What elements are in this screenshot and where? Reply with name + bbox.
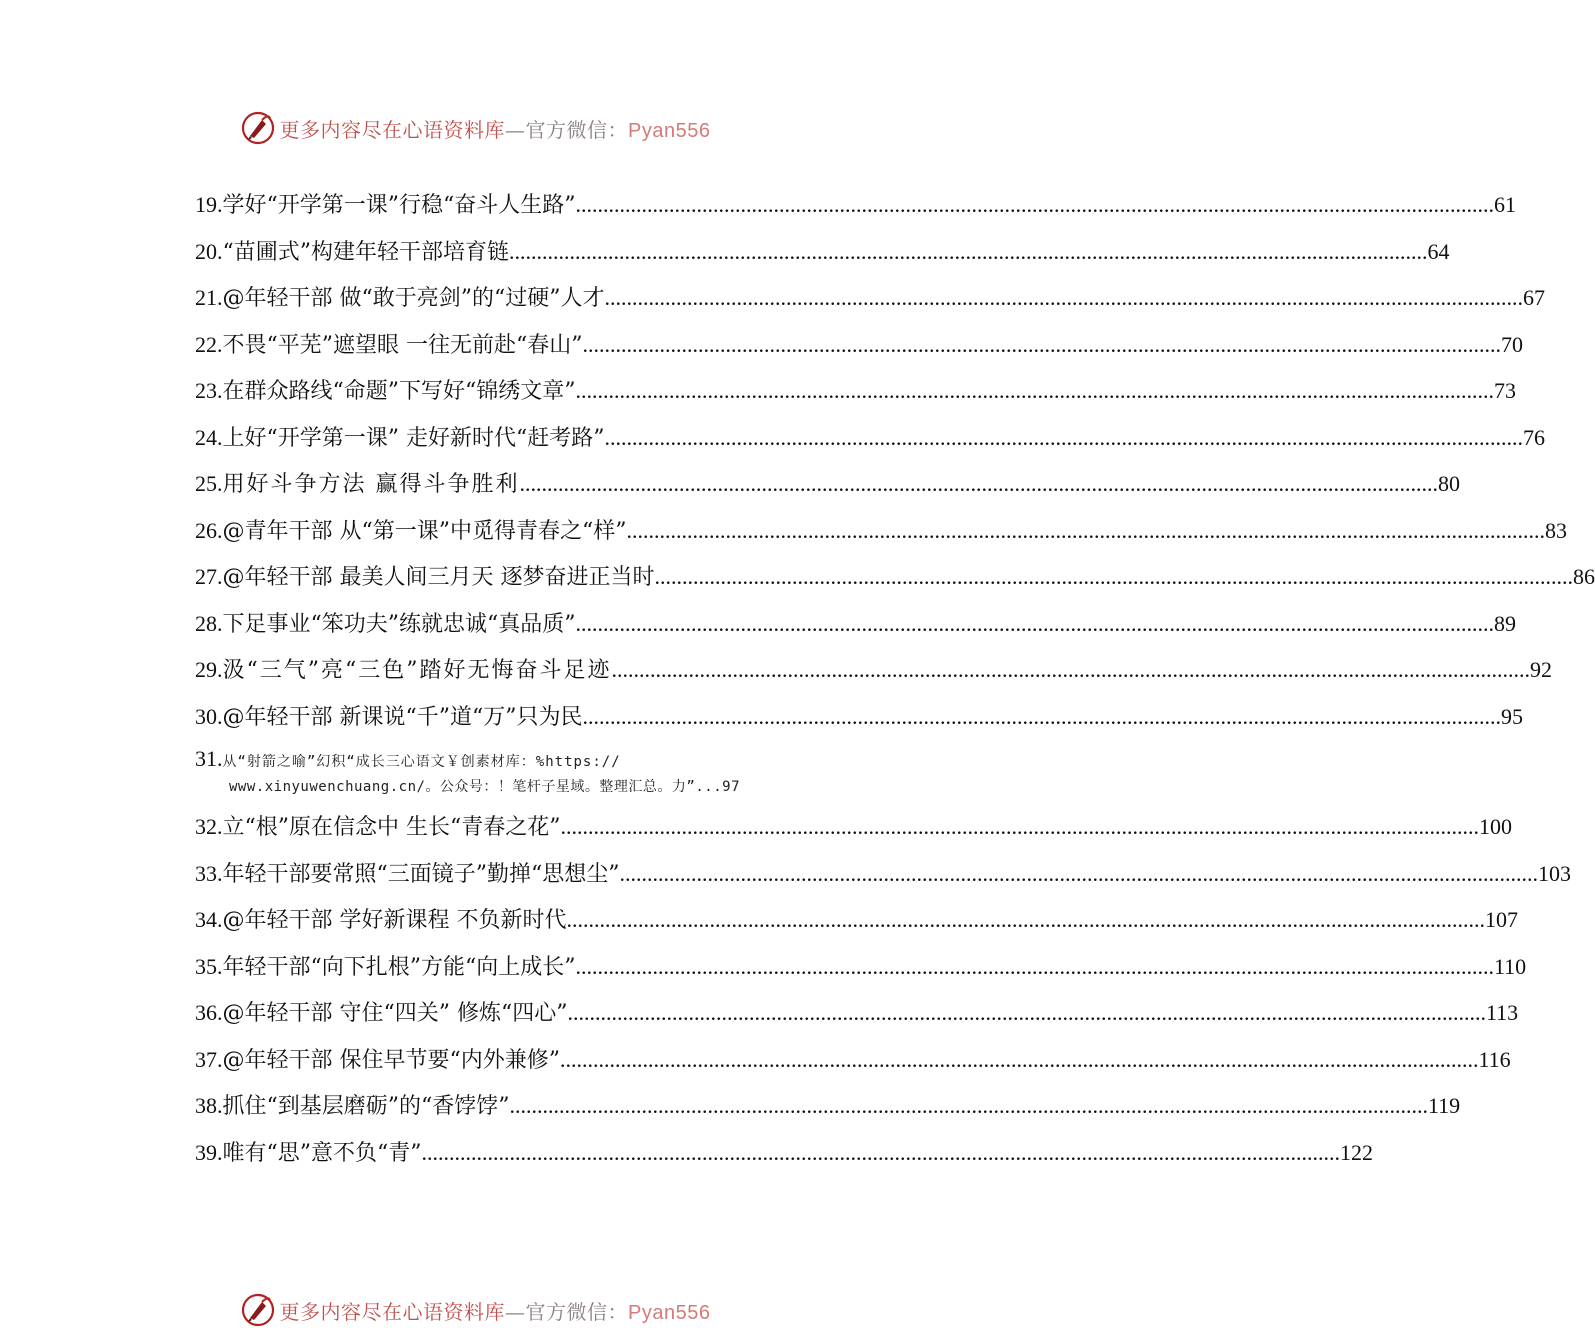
toc-entry-number: 34. bbox=[195, 907, 223, 932]
toc-entry-number: 25. bbox=[195, 471, 223, 496]
toc-entry-page: 113 bbox=[1485, 1000, 1519, 1025]
toc-entry-number: 23. bbox=[195, 378, 223, 403]
toc-entry-number: 24. bbox=[195, 424, 223, 450]
toc-entry-page: 64 bbox=[1427, 238, 1450, 264]
toc-entry-24[interactable] bbox=[195, 415, 1545, 462]
toc-entry-page: 67 bbox=[1522, 285, 1545, 310]
toc-leader-dots bbox=[422, 1130, 1341, 1177]
header-banner-red: 更多内容尽在心语资料库 bbox=[279, 117, 506, 142]
toc-leader-dots bbox=[582, 694, 1501, 741]
toc-entry-page: 70 bbox=[1500, 331, 1523, 357]
toc-entry-number: 31. bbox=[195, 746, 223, 771]
toc-leader-dots bbox=[509, 229, 1428, 276]
toc-entry-title: @年轻干部 保住早节要“内外兼修” bbox=[222, 1047, 560, 1073]
header-banner-wechat-id: Pyan556 bbox=[628, 119, 711, 142]
toc-entry-page: 95 bbox=[1500, 703, 1523, 729]
toc-entry-page: 61 bbox=[1494, 192, 1516, 217]
toc-entry-number: 32. bbox=[195, 814, 223, 839]
toc-entry-number: 37. bbox=[195, 1046, 223, 1072]
toc-entry-number: 38. bbox=[195, 1093, 223, 1118]
toc-leader-dots bbox=[510, 1083, 1429, 1130]
toc-entry-title: @年轻干部 守住“四关” 修炼“四心” bbox=[222, 1001, 568, 1026]
toc-entry-19[interactable] bbox=[195, 182, 1516, 229]
toc-entry-31-line1 bbox=[195, 746, 805, 772]
toc-entry-36[interactable] bbox=[195, 990, 1519, 1037]
toc-entry-number: 30. bbox=[195, 703, 223, 729]
toc-entry-title: 年轻干部“向下扎根”方能“向上成长” bbox=[222, 954, 576, 980]
toc-entry-title: @青年干部 从“第一课”中觅得青春之“样” bbox=[222, 518, 627, 544]
toc-entry-page: 86 bbox=[1573, 564, 1595, 589]
toc-entry-26[interactable] bbox=[195, 508, 1567, 555]
toc-entry-page: 83 bbox=[1544, 517, 1567, 543]
toc-entry-number: 26. bbox=[195, 517, 223, 543]
toc-entry-38[interactable] bbox=[195, 1083, 1461, 1130]
toc-entry-page: 110 bbox=[1494, 953, 1527, 979]
header-banner-text bbox=[280, 114, 711, 143]
toc-entry-title: @年轻干部 新课说“千”道“万”只为民 bbox=[222, 704, 583, 730]
toc-entry-22[interactable] bbox=[195, 322, 1523, 369]
toc-entry-page: 116 bbox=[1478, 1046, 1511, 1072]
toc-entry-31[interactable] bbox=[195, 740, 805, 804]
toc-leader-dots bbox=[626, 508, 1545, 555]
toc-entry-title: @年轻干部 最美人间三月天 逐梦奋进正当时 bbox=[222, 565, 655, 590]
toc-leader-dots bbox=[560, 1037, 1479, 1084]
toc-entry-page: 92 bbox=[1530, 657, 1552, 682]
toc-leader-dots bbox=[604, 415, 1523, 462]
toc-entry-34[interactable] bbox=[195, 897, 1518, 944]
toc-entry-title: 不畏“平芜”遮望眼 一往无前赴“春山” bbox=[222, 332, 583, 358]
toc-entry-title: @年轻干部 做“敢于亮剑”的“过硬”人才 bbox=[222, 286, 605, 311]
toc-entry-page: 89 bbox=[1494, 610, 1516, 636]
toc-entry-page: 76 bbox=[1522, 424, 1545, 450]
toc-entry-number: 21. bbox=[195, 285, 223, 310]
toc-entry-title: 年轻干部要常照“三面镜子”勤掸“思想尘” bbox=[222, 861, 620, 887]
toc-entry-page: 119 bbox=[1428, 1093, 1461, 1118]
toc-entry-number: 19. bbox=[195, 192, 223, 217]
toc-entry-28[interactable] bbox=[195, 601, 1516, 648]
toc-entry-number: 36. bbox=[195, 1000, 223, 1025]
toc-entry-30[interactable] bbox=[195, 694, 1523, 741]
toc-entry-21[interactable] bbox=[195, 275, 1545, 322]
toc-leader-dots bbox=[612, 647, 1531, 694]
footer-banner bbox=[0, 1290, 950, 1330]
toc-entry-number: 29. bbox=[195, 657, 223, 682]
pen-nib-logo-icon bbox=[240, 1292, 276, 1328]
toc-entry-number: 22. bbox=[195, 331, 223, 357]
toc-leader-dots bbox=[576, 601, 1495, 648]
toc-leader-dots bbox=[576, 944, 1495, 991]
toc-entry-title: 抓住“到基层磨砺”的“香饽饽” bbox=[222, 1094, 510, 1119]
toc-entry-page: 122 bbox=[1340, 1139, 1373, 1165]
toc-entry-page: 73 bbox=[1494, 378, 1516, 403]
toc-leader-dots bbox=[576, 368, 1495, 415]
toc-entry-31-text: 从“射箭之喻”幻积“成长三心语文￥创素材库：%https:// bbox=[222, 754, 621, 770]
toc-entry-title: 汲“三气”亮“三色”踏好无悔奋斗足迹 bbox=[222, 658, 612, 683]
toc-entry-title: 在群众路线“命题”下写好“锦绣文章” bbox=[222, 379, 576, 404]
toc-entry-number: 27. bbox=[195, 564, 223, 589]
footer-banner-red: 更多内容尽在心语资料库 bbox=[279, 1299, 506, 1324]
toc-entry-33[interactable] bbox=[195, 851, 1571, 898]
toc-entry-number: 39. bbox=[195, 1139, 223, 1165]
header-banner-gray: —官方微信： bbox=[505, 117, 629, 142]
toc-entry-page: 80 bbox=[1438, 471, 1460, 496]
toc-leader-dots bbox=[576, 182, 1495, 229]
toc-entry-title: 下足事业“笨功夫”练就忠诚“真品质” bbox=[222, 611, 576, 637]
toc-entry-title: 学好“开学第一课”行稳“奋斗人生路” bbox=[222, 193, 576, 218]
footer-banner-wechat-id: Pyan556 bbox=[628, 1301, 711, 1324]
toc-leader-dots bbox=[655, 554, 1574, 601]
toc-entry-number: 33. bbox=[195, 860, 223, 886]
toc-entry-number: 35. bbox=[195, 953, 223, 979]
footer-banner-gray: —官方微信： bbox=[505, 1299, 629, 1324]
toc-entry-31-line2: www.xinyuwenchuang.cn/。公众号：！笔杆子星域。整理汇总。力”...97 bbox=[229, 779, 741, 795]
toc-leader-dots bbox=[560, 804, 1479, 851]
table-of-contents bbox=[195, 182, 1595, 1176]
toc-entry-39[interactable] bbox=[195, 1130, 1373, 1177]
toc-entry-32[interactable] bbox=[195, 804, 1512, 851]
toc-entry-title: @年轻干部 学好新课程 不负新时代 bbox=[222, 908, 567, 933]
footer-banner-text bbox=[280, 1296, 711, 1325]
toc-entry-25[interactable] bbox=[195, 461, 1460, 508]
toc-entry-20[interactable] bbox=[195, 229, 1450, 276]
toc-entry-title: 上好“开学第一课” 走好新时代“赶考路” bbox=[222, 425, 605, 451]
toc-entry-page: 103 bbox=[1538, 860, 1571, 886]
toc-leader-dots bbox=[604, 275, 1523, 322]
toc-leader-dots bbox=[620, 851, 1539, 898]
pen-nib-logo-icon bbox=[240, 110, 276, 146]
toc-entry-number: 20. bbox=[195, 238, 223, 264]
toc-leader-dots bbox=[520, 461, 1439, 508]
toc-entry-29[interactable] bbox=[195, 647, 1552, 694]
toc-leader-dots bbox=[582, 322, 1501, 369]
toc-entry-page: 107 bbox=[1485, 907, 1518, 932]
toc-entry-23[interactable] bbox=[195, 368, 1516, 415]
toc-entry-number: 28. bbox=[195, 610, 223, 636]
toc-entry-title: 唯有“思”意不负“青” bbox=[222, 1140, 422, 1166]
header-banner bbox=[0, 108, 950, 148]
toc-entry-35[interactable] bbox=[195, 944, 1527, 991]
toc-entry-page: 100 bbox=[1478, 814, 1512, 839]
toc-leader-dots bbox=[567, 897, 1486, 944]
toc-entry-title: “苗圃式”构建年轻干部培育链 bbox=[222, 239, 509, 265]
toc-entry-title: 立“根”原在信念中 生长“青春之花” bbox=[222, 815, 561, 840]
toc-entry-27[interactable] bbox=[195, 554, 1595, 601]
toc-entry-title: 用好斗争方法 赢得斗争胜利 bbox=[222, 472, 520, 497]
toc-leader-dots bbox=[567, 990, 1486, 1037]
toc-entry-37[interactable] bbox=[195, 1037, 1511, 1084]
